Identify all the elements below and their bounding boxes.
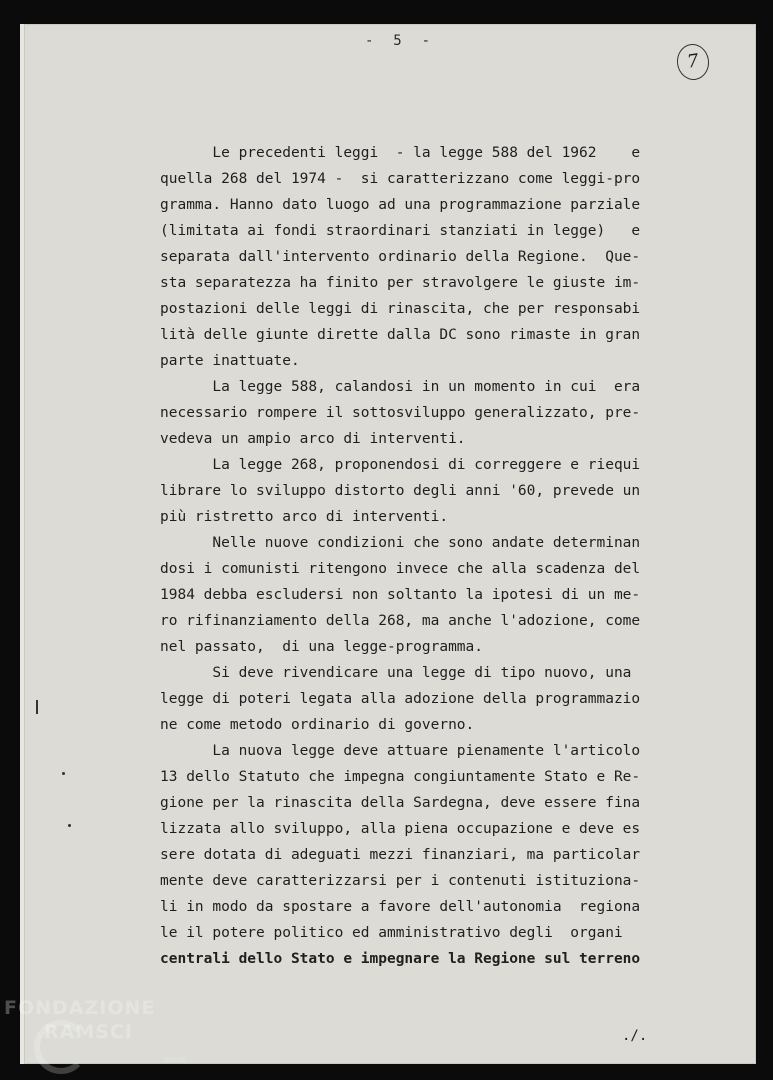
text-line: librare lo sviluppo distorto degli anni '60, prevede un [160,483,641,499]
continuation-mark: ./. [622,1028,648,1044]
text-line: nel passato, di una legge-programma. [160,639,484,655]
handwritten-folio-number: 7 [675,42,712,82]
text-line: le il potere politico ed amministrativo degli organi [160,925,623,941]
watermark-line1: FONDAZIONE [4,997,156,1019]
watermark-line2: RAMSCI [44,1021,133,1043]
text-line: mente deve caratterizzarsi per i contenuti istituziona- [160,873,641,889]
text-line: (limitata ai fondi straordinari stanziati in legge) e [160,223,641,239]
watermark-line3: onlus [164,1055,186,1064]
text-line: postazioni delle leggi di rinascita, che per responsabi [160,301,641,317]
text-line: vedeva un ampio arco di interventi. [160,431,466,447]
text-line: gramma. Hanno dato luogo ad una programmazione parziale [160,197,641,213]
text-line: ro rifinanziamento della 268, ma anche l'adozione, come [160,613,641,629]
text-line: li in modo da spostare a favore dell'autonomia regiona [160,899,641,915]
text-line: La legge 268, proponendosi di correggere e riequi [160,457,641,473]
text-line: parte inattuate. [160,353,300,369]
margin-dot [62,772,65,775]
text-line: Le precedenti leggi - la legge 588 del 1962 e [160,145,641,161]
text-line: legge di poteri legata alla adozione della programmazio [160,691,641,707]
text-line: 1984 debba escludersi non soltanto la ipotesi di un me- [160,587,641,603]
page-number: - 5 - [365,33,432,49]
text-line: centrali dello Stato e impegnare la Regione sul terreno [160,951,641,967]
text-line: La legge 588, calandosi in un momento in cui era [160,379,641,395]
text-line: Si deve rivendicare una legge di tipo nuovo, una [160,665,632,681]
text-line: sta separatezza ha finito per stravolgere le giuste im- [160,275,641,291]
text-line: sere dotata di adeguati mezzi finanziari, ma particolar [160,847,641,863]
margin-dot [68,824,71,827]
text-line: La nuova legge deve attuare pienamente l'articolo [160,743,641,759]
text-line: lità delle giunte dirette dalla DC sono rimaste in gran [160,327,641,343]
text-line: dosi i comunisti ritengono invece che alla scadenza del [160,561,641,577]
text-line: separata dall'intervento ordinario della Regione. Que- [160,249,641,265]
text-line: ne come metodo ordinario di governo. [160,717,475,733]
margin-mark [36,700,38,714]
text-line: 13 dello Statuto che impegna congiuntamente Stato e Re- [160,769,641,785]
text-line: più ristretto arco di interventi. [160,509,449,525]
text-line: necessario rompere il sottosviluppo generalizzato, pre- [160,405,641,421]
text-line: gione per la rinascita della Sardegna, deve essere fina [160,795,641,811]
text-line: lizzata allo sviluppo, alla piena occupazione e deve es [160,821,641,837]
text-line: Nelle nuove condizioni che sono andate determinan [160,535,641,551]
document-body [160,140,660,972]
watermark [4,996,194,1076]
text-line: quella 268 del 1974 - si caratterizzano come leggi-pro [160,171,641,187]
